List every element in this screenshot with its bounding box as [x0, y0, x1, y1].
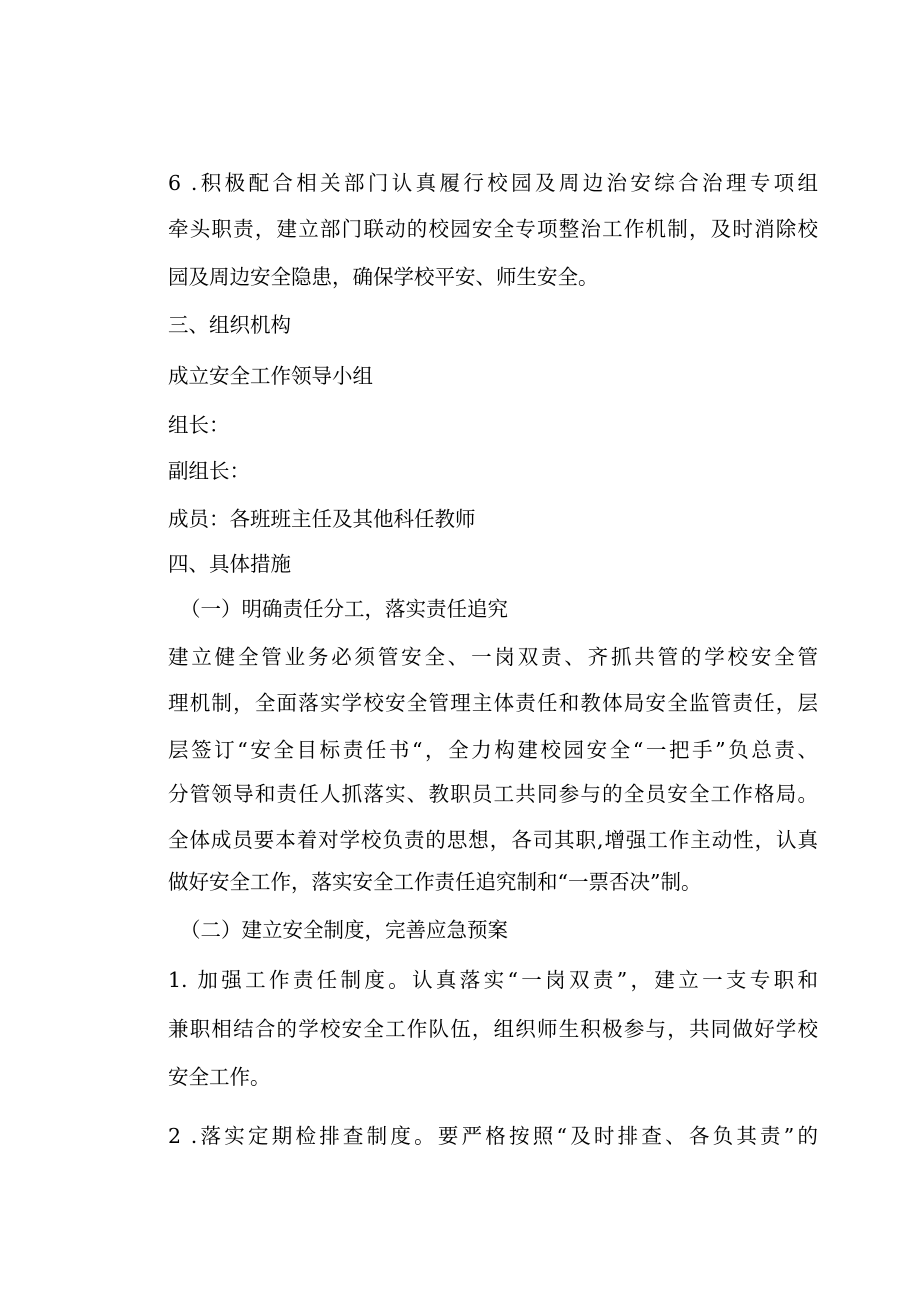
paragraph-line: 理机制，全面落实学校安全管理主体责任和教体局安全监管责任，层	[168, 691, 818, 715]
subsection-heading: （一）明确责任分工，落实责任追究	[180, 597, 508, 621]
paragraph-line: 做好安全工作，落实安全工作责任追究制和“一票否决”制。	[168, 870, 702, 894]
paragraph-line: 园及周边安全隐患，确保学校平安、师生安全。	[168, 265, 599, 289]
subsection-heading: （二）建立安全制度，完善应急预案	[180, 918, 508, 942]
paragraph-line: 成立安全工作领导小组	[168, 364, 373, 388]
paragraph-line: 成员：各班班主任及其他科任教师	[168, 507, 476, 531]
paragraph-line: 兼职相结合的学校安全工作队伍，组织师生积极参与，共同做好学校	[168, 1017, 818, 1041]
paragraph-line: 2 .落实定期检排查制度。要严格按照“及时排查、各负其责”的	[168, 1124, 818, 1148]
paragraph-line: 牵头职责，建立部门联动的校园安全专项整治工作机制，及时消除校	[168, 217, 818, 241]
paragraph-line: 副组长：	[168, 459, 250, 483]
paragraph-line: 全体成员要本着对学校负责的思想，各司其职,增强工作主动性，认真	[168, 828, 818, 852]
paragraph-line: 6 .积极配合相关部门认真履行校园及周边治安综合治理专项组	[168, 171, 818, 195]
paragraph-line: 安全工作。	[168, 1065, 271, 1089]
paragraph-line: 层签订“安全目标责任书“，全力构建校园安全“一把手”负总责、	[168, 738, 818, 762]
paragraph-line: 分管领导和责任人抓落实、教职员工共同参与的全员安全工作格局。	[168, 782, 818, 806]
section-heading: 三、组织机构	[168, 313, 291, 337]
section-heading: 四、具体措施	[168, 552, 291, 576]
paragraph-line: 组长：	[168, 413, 230, 437]
paragraph-line: 1. 加强工作责任制度。认真落实“一岗双责”，建立一支专职和	[168, 968, 818, 992]
paragraph-line: 建立健全管业务必须管安全、一岗双责、齐抓共管的学校安全管	[168, 645, 818, 669]
